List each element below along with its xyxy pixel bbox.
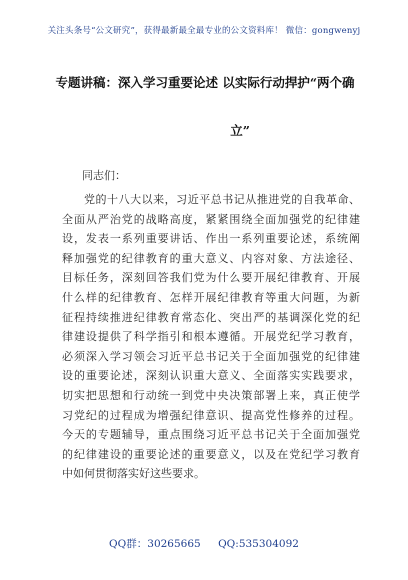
body-line: 设的重要论述，深刻认识重大意义、全面落实实践要求，: [62, 369, 360, 383]
body-line: 全面从严治党的战略高度，紧紧围绕全面加强党的纪律建: [62, 212, 360, 226]
footer-qq-group: QQ群：30265665: [109, 538, 201, 550]
footer-contact: [0, 536, 408, 551]
body-text: [62, 190, 360, 484]
document-title-line-1: 专题讲稿：深入学习重要论述 以实际行动捍护“两个确: [55, 75, 355, 90]
footer-qq-number: QQ:535304092: [218, 538, 299, 550]
body-line: 习党纪的过程成为增强纪律意识、提高党性修养的过程。: [62, 408, 360, 422]
body-line: 今天的专题辅导，重点围绕习近平总书记关于全面加强党: [62, 428, 360, 442]
header-banner: 关注头条号“公文研究”，获得最新最全最专业的公文资料库！ 微信：gongwenyj: [47, 26, 361, 36]
body-line: 党的十八大以来，习近平总书记从推进党的自我革命、: [84, 193, 360, 206]
body-line: 切实把思想和行动统一到党中央决策部署上来，真正使学: [62, 388, 360, 402]
salutation: 同志们：: [82, 169, 126, 182]
body-line: 释加强党的纪律教育的重大意义、内容对象、方法途径、: [62, 251, 360, 265]
body-line: 必须深入学习领会习近平总书记关于全面加强党的纪律建: [62, 349, 360, 363]
body-line: 中如何贯彻落实好这些要求。: [62, 467, 205, 481]
body-line: 的纪律建设的重要论述的重要意义，以及在党纪学习教育: [62, 447, 360, 461]
body-line: 征程持续推进纪律教育常态化、突出严的基调深化党的纪: [62, 310, 360, 324]
body-line: 律建设提供了科学指引和根本遵循。开展党纪学习教育，: [62, 330, 360, 344]
body-line: 设，发表一系列重要讲话、作出一系列重要论述，系统阐: [62, 232, 360, 246]
body-line: 目标任务，深刻回答我们党为什么要开展纪律教育、开展: [62, 271, 360, 285]
body-line: 什么样的纪律教育、怎样开展纪律教育等重大问题，为新: [62, 290, 360, 304]
document-title-line-2: 立”: [230, 123, 250, 138]
